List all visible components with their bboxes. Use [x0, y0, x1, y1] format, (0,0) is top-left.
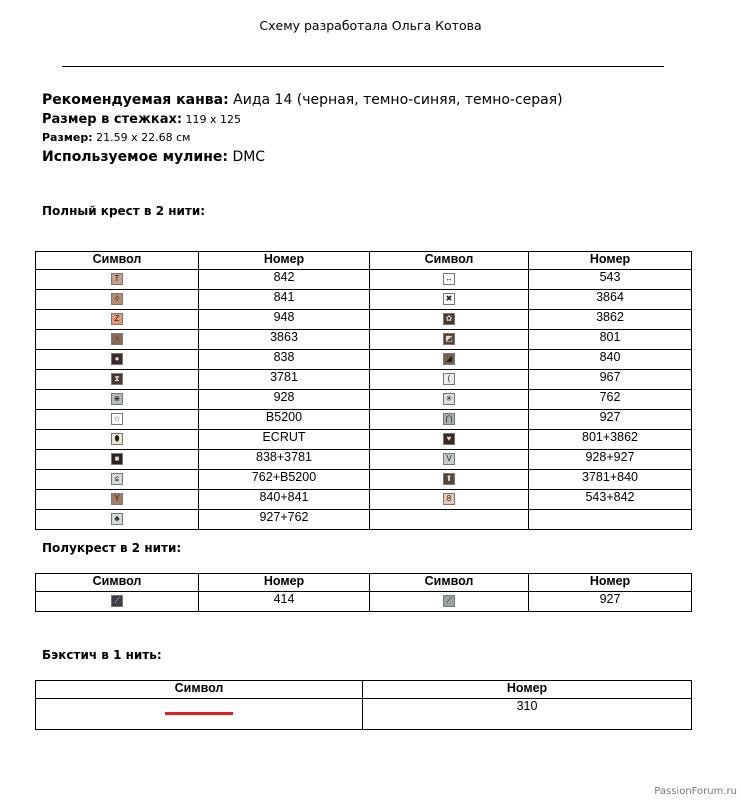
col-header-symbol: Символ	[36, 574, 199, 592]
table-row	[36, 390, 692, 410]
number-cell: 838+3781	[199, 450, 370, 470]
number-cell: 840+841	[199, 490, 370, 510]
parenthesis-symbol-icon: (	[443, 373, 455, 385]
number-cell: B5200	[199, 410, 370, 430]
slash-dark-symbol-icon: ⟋	[111, 595, 123, 607]
header-rule	[62, 66, 664, 67]
club-symbol-icon: ♣	[111, 513, 123, 525]
number-cell: 841	[199, 290, 370, 310]
square-symbol-icon: ▫	[111, 333, 123, 345]
oval-symbol-icon: ⬮	[111, 433, 123, 445]
number-cell: 3781	[199, 370, 370, 390]
triangle-symbol-icon: ◢	[443, 353, 455, 365]
number-cell: 928+927	[529, 450, 692, 470]
table-row	[36, 330, 692, 350]
number-cell: 927	[529, 410, 692, 430]
table-row	[36, 470, 692, 490]
number-cell: 928	[199, 390, 370, 410]
watermark-footer: PassionForum.ru	[654, 786, 737, 797]
number-cell: 762	[529, 390, 692, 410]
star-outline-symbol-icon: ☆	[111, 413, 123, 425]
filled-square-symbol-icon: ■	[111, 453, 123, 465]
half-cross-title: Полукрест в 2 нити:	[42, 541, 182, 555]
half-cross-table	[35, 573, 692, 612]
info-stitches: Размер в стежках: 119 x 125	[42, 112, 242, 127]
number-cell: 762+B5200	[199, 470, 370, 490]
backstitch-title: Бэкстич в 1 нить:	[42, 648, 162, 662]
number-cell: 927	[529, 592, 692, 612]
number-cell: 3863	[199, 330, 370, 350]
number-cell: 543	[529, 270, 692, 290]
heart-symbol-icon: ♥	[443, 433, 455, 445]
table-row	[36, 350, 692, 370]
number-cell: 801+3862	[529, 430, 692, 450]
table-row	[36, 430, 692, 450]
col-header-number: Номер	[529, 574, 692, 592]
number-cell	[529, 510, 692, 530]
table-row	[36, 592, 692, 612]
diamond-symbol-icon: ◊	[111, 293, 123, 305]
number-cell: 967	[529, 370, 692, 390]
info-floss: Используемое мулине: DMC	[42, 149, 266, 165]
eight-symbol-icon: 8	[443, 493, 455, 505]
full-cross-table	[35, 251, 692, 530]
full-cross-title: Полный крест в 2 нити:	[42, 204, 206, 218]
col-header-symbol: Символ	[36, 252, 199, 270]
dot-symbol-icon: ●	[111, 353, 123, 365]
table-row	[36, 450, 692, 470]
table-row	[36, 510, 692, 530]
table-row	[36, 310, 692, 330]
table-row	[36, 699, 692, 730]
t-symbol-icon: T	[111, 273, 123, 285]
number-cell: 838	[199, 350, 370, 370]
half-square-symbol-icon: ◩	[443, 333, 455, 345]
col-header-number: Номер	[363, 681, 692, 699]
number-cell: 801	[529, 330, 692, 350]
table-row	[36, 270, 692, 290]
col-header-number: Номер	[529, 252, 692, 270]
number-cell: 3864	[529, 290, 692, 310]
table-row	[36, 490, 692, 510]
col-header-symbol: Символ	[370, 252, 529, 270]
z-symbol-icon: Z	[111, 313, 123, 325]
number-cell: 543+842	[529, 490, 692, 510]
number-cell: 414	[199, 592, 370, 612]
backstitch-line-icon	[165, 712, 233, 715]
col-header-number: Номер	[199, 252, 370, 270]
y-symbol-icon: Y	[111, 493, 123, 505]
flower-symbol-icon: ✿	[443, 313, 455, 325]
col-header-number: Номер	[199, 574, 370, 592]
number-cell: 310	[363, 699, 692, 730]
hourglass-symbol-icon: ⧗	[111, 373, 123, 385]
swirl-symbol-icon: ɕ	[111, 473, 123, 485]
arch-symbol-icon: ⋂	[443, 413, 455, 425]
number-cell: 927+762	[199, 510, 370, 530]
cross-symbol-icon: ✖	[443, 293, 455, 305]
number-cell: 840	[529, 350, 692, 370]
star-burst-symbol-icon: ⋇	[111, 393, 123, 405]
backstitch-table	[35, 680, 692, 730]
up-arrow-symbol-icon: ⬆	[443, 473, 455, 485]
number-cell: 3862	[529, 310, 692, 330]
number-cell: 842	[199, 270, 370, 290]
table-row	[36, 410, 692, 430]
number-cell: ECRUT	[199, 430, 370, 450]
asterisk-symbol-icon: ✳	[443, 393, 455, 405]
info-size: Размер: 21.59 x 22.68 см	[42, 131, 191, 144]
header-author: Схему разработала Ольга Котова	[259, 18, 482, 33]
slash-light-symbol-icon: ⟋	[443, 595, 455, 607]
number-cell: 948	[199, 310, 370, 330]
table-row	[36, 370, 692, 390]
col-header-symbol: Символ	[370, 574, 529, 592]
double-arrow-symbol-icon: ↔	[445, 274, 453, 283]
number-cell: 3781+840	[529, 470, 692, 490]
info-canvas: Рекомендуемая канва: Аида 14 (черная, темно-синяя, темно-серая)	[42, 92, 563, 108]
col-header-symbol: Символ	[36, 681, 363, 699]
table-row	[36, 290, 692, 310]
v-symbol-icon: V	[443, 453, 455, 465]
